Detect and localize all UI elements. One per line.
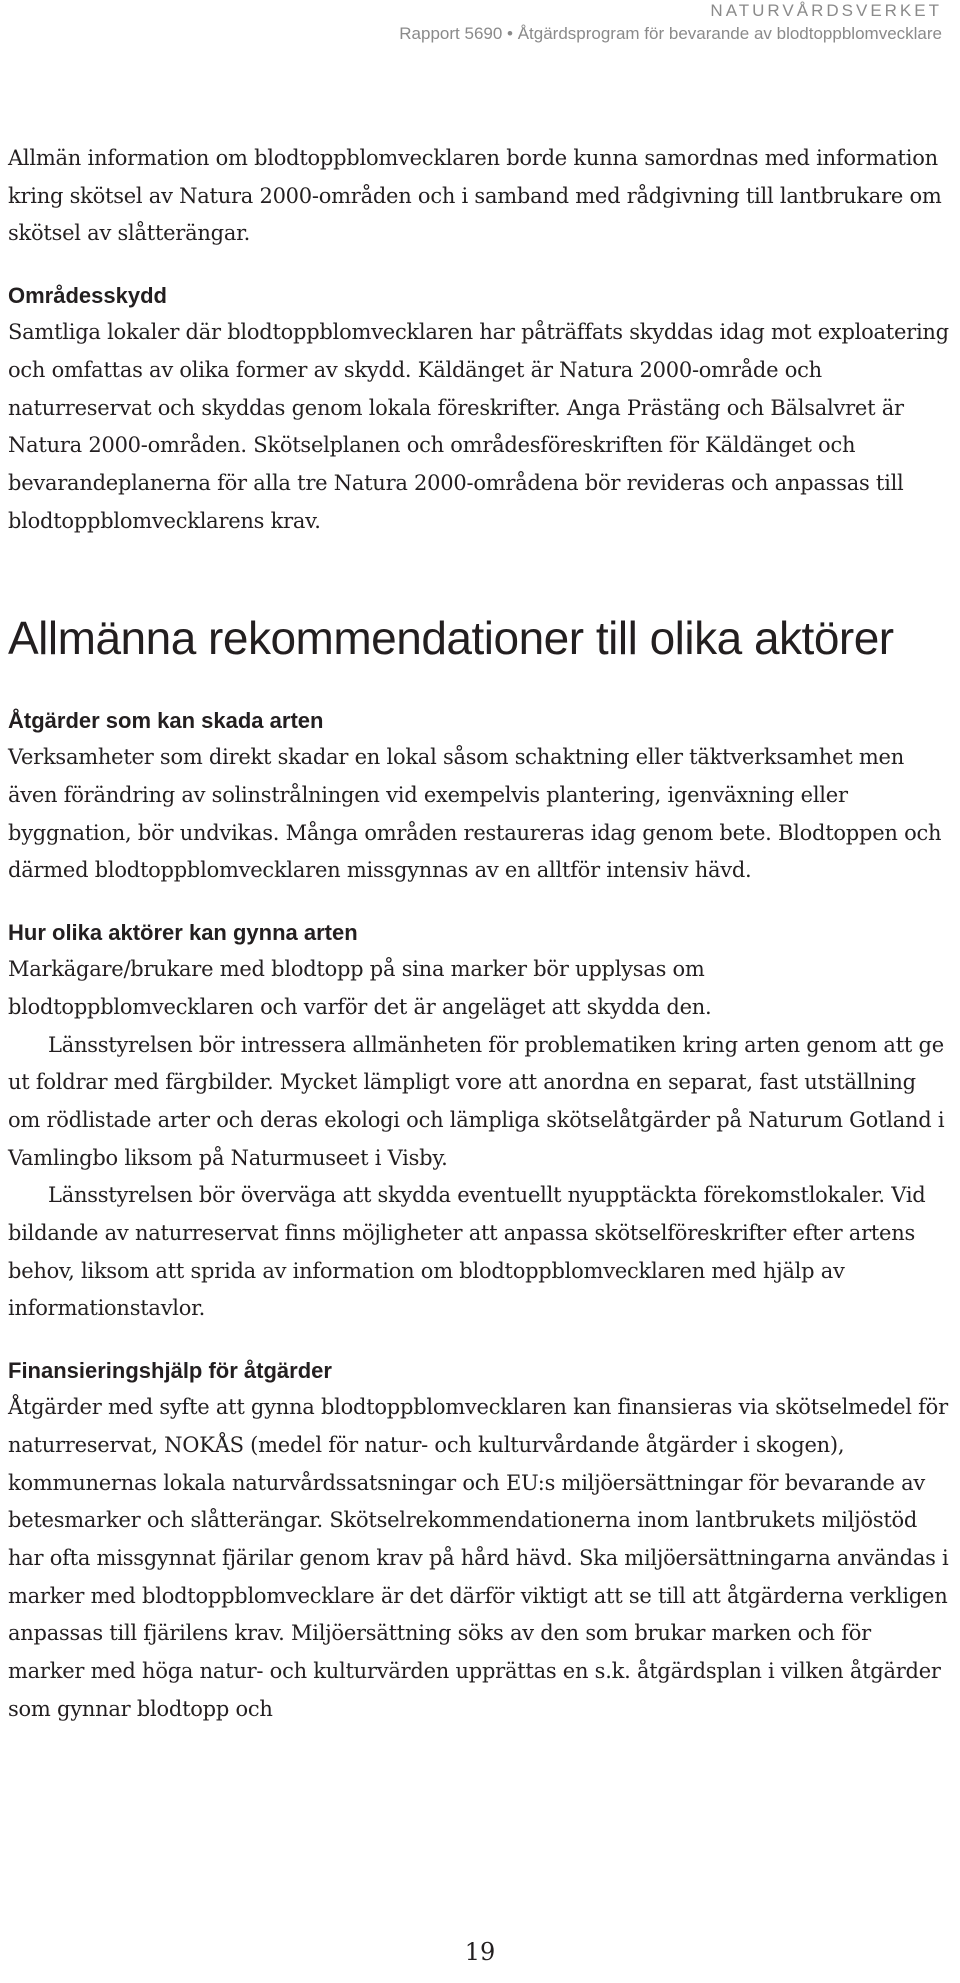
heading-finansiering: Finansieringshjälp för åtgärder	[8, 1358, 332, 1384]
heading-omradesskydd: Områdesskydd	[8, 283, 167, 309]
gynna-arten-paragraph-3: Länsstyrelsen bör överväga att skydda eventuellt nyupptäckta förekomstlokaler. Vid bildande av naturreservat finns möjligheter att anpassa skötselföreskrifter efter artens behov, liksom att sprida av information om blodtoppblomvecklaren med hjälp av informationstavlor.	[8, 1183, 926, 1321]
heading-atgarder-skada: Åtgärder som kan skada arten	[8, 708, 324, 734]
heading-gynna-arten: Hur olika aktörer kan gynna arten	[8, 920, 358, 946]
gynna-arten-paragraph-2: Länsstyrelsen bör intressera allmänheten för problematiken kring arten genom att ge ut foldrar med färgbilder. Mycket lämpligt vore att anordna en separat, fast utställning om rödlistade arter och deras ekologi och lämpliga skötselåtgärder på Naturum Gotland i Vamlingbo liksom på Naturmuseet i Visby.	[8, 1032, 945, 1170]
page-body	[8, 140, 953, 1729]
atgarder-skada-paragraph: Verksamheter som direkt skadar en lokal såsom schaktning eller täktverksamhet men även förändring av solinstrålningen vid exempelvis plantering, igenväxning eller byggnation, bör undvikas. Många områden restaureras idag genom bete. Blodtoppen och därmed blodtoppblomvecklaren missgynnas av en alltför intensiv hävd.	[8, 745, 942, 883]
page-number: 19	[464, 1938, 496, 1966]
gynna-arten-paragraph-1: Markägare/brukare med blodtopp på sina marker bör upplysas om blodtoppblomvecklaren och varför det är angeläget att skydda den.	[8, 957, 712, 1019]
section-title: Allmänna rekommendationer till olika aktörer	[8, 612, 894, 665]
header-report-title: Rapport 5690 • Åtgärdsprogram för bevarande av blodtoppblomvecklare	[399, 24, 942, 43]
header-organization: NATURVÅRDSVERKET	[710, 1, 942, 20]
omradesskydd-paragraph: Samtliga lokaler där blodtoppblomvecklaren har påträffats skyddas idag mot exploatering och omfattas av olika former av skydd. Käldänget är Natura 2000-område och naturreservat och skyddas genom lokala föreskrifter. Anga Prästäng och Bälsalvret är Natura 2000-områden. Skötselplanen och områdesföreskriften för Käldänget och bevarandeplanerna för alla tre Natura 2000-områdena bör revideras och anpassas till blodtoppblomvecklarens krav.	[8, 320, 949, 533]
running-header	[399, 0, 942, 46]
intro-paragraph: Allmän information om blodtoppblomvecklaren borde kunna samordnas med information kring skötsel av Natura 2000-områden och i samband med rådgivning till lantbrukare om skötsel av slåtterängar.	[8, 146, 942, 246]
finansiering-paragraph: Åtgärder med syfte att gynna blodtoppblomvecklaren kan finansieras via skötselmedel för naturreservat, NOKÅS (medel för natur- och kulturvårdande åtgärder i skogen), kommunernas lokala naturvårdssatsningar och EU:s miljöersättningar för bevarande av betesmarker och slåtterängar. Skötselrekommendationerna inom lantbrukets miljöstöd har ofta missgynnat fjärilar genom krav på hård hävd. Ska miljöersättningarna användas i marker med blodtoppblomvecklare är det därför viktigt att se till att åtgärderna verkligen anpassas till fjärilens krav. Miljöersättning söks av den som brukar marken och för marker med höga natur- och kulturvärden upprättas en s.k. åtgärdsplan i vilken åtgärder som gynnar blodtopp och	[8, 1395, 949, 1721]
